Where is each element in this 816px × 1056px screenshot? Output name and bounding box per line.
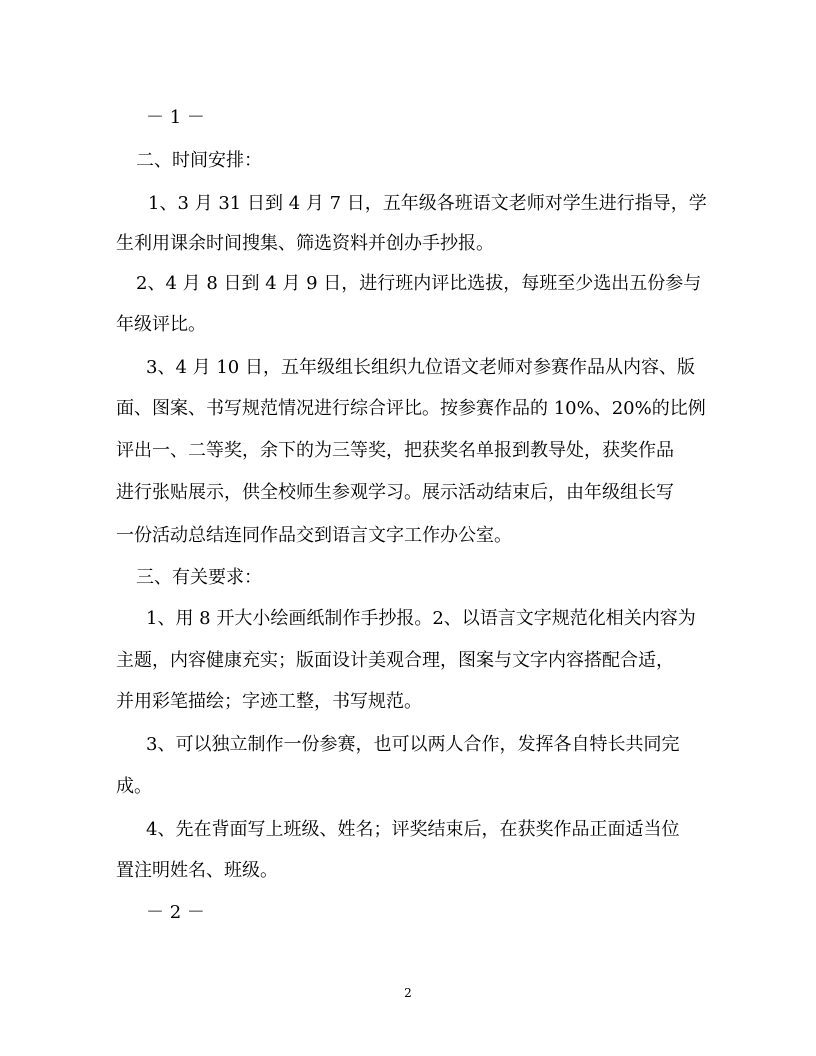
paragraph-line: 2、4 月 8 日到 4 月 9 日，进行班内评比选拔，每班至少选出五份参与 (136, 273, 702, 294)
section-heading: 三、有关要求： (136, 567, 262, 588)
paragraph-line: 主题，内容健康充实；版面设计美观合理，图案与文字内容搭配合适， (116, 650, 674, 671)
paragraph-line: 生利用课余时间搜集、筛选资料并创办手抄报。 (116, 233, 494, 254)
page-marker-bottom: － 2 － (146, 902, 205, 923)
paragraph-line: 评出一、二等奖，余下的为三等奖，把获奖名单报到教导处，获奖作品 (116, 440, 674, 461)
paragraph-line: 3、4 月 10 日，五年级组长组织九位语文老师对参赛作品从内容、版 (146, 357, 695, 378)
paragraph-line: 1、用 8 开大小绘画纸制作手抄报。2、以语言文字规范化相关内容为 (146, 608, 696, 629)
page-marker-top: － 1 － (146, 107, 205, 128)
footer-page-number: 2 (404, 986, 412, 1000)
paragraph-line: 并用彩笔描绘；字迹工整，书写规范。 (116, 691, 422, 712)
paragraph-line: 3、可以独立制作一份参赛，也可以两人合作，发挥各自特长共同完 (146, 734, 680, 755)
paragraph-line: 1、3 月 31 日到 4 月 7 日，五年级各班语文老师对学生进行指导，学 (148, 193, 707, 214)
paragraph-line: 一份活动总结连同作品交到语言文字工作办公室。 (116, 525, 512, 546)
paragraph-line: 面、图案、书写规范情况进行综合评比。按参赛作品的 10%、20%的比例 (116, 398, 706, 419)
paragraph-line: 进行张贴展示，供全校师生参观学习。展示活动结束后，由年级组长写 (116, 482, 674, 503)
paragraph-line: 成。 (116, 776, 152, 797)
paragraph-line: 年级评比。 (116, 314, 206, 335)
paragraph-line: 置注明姓名、班级。 (116, 860, 278, 881)
section-heading: 二、时间安排： (136, 150, 262, 171)
paragraph-line: 4、先在背面写上班级、姓名；评奖结束后，在获奖作品正面适当位 (146, 819, 680, 840)
